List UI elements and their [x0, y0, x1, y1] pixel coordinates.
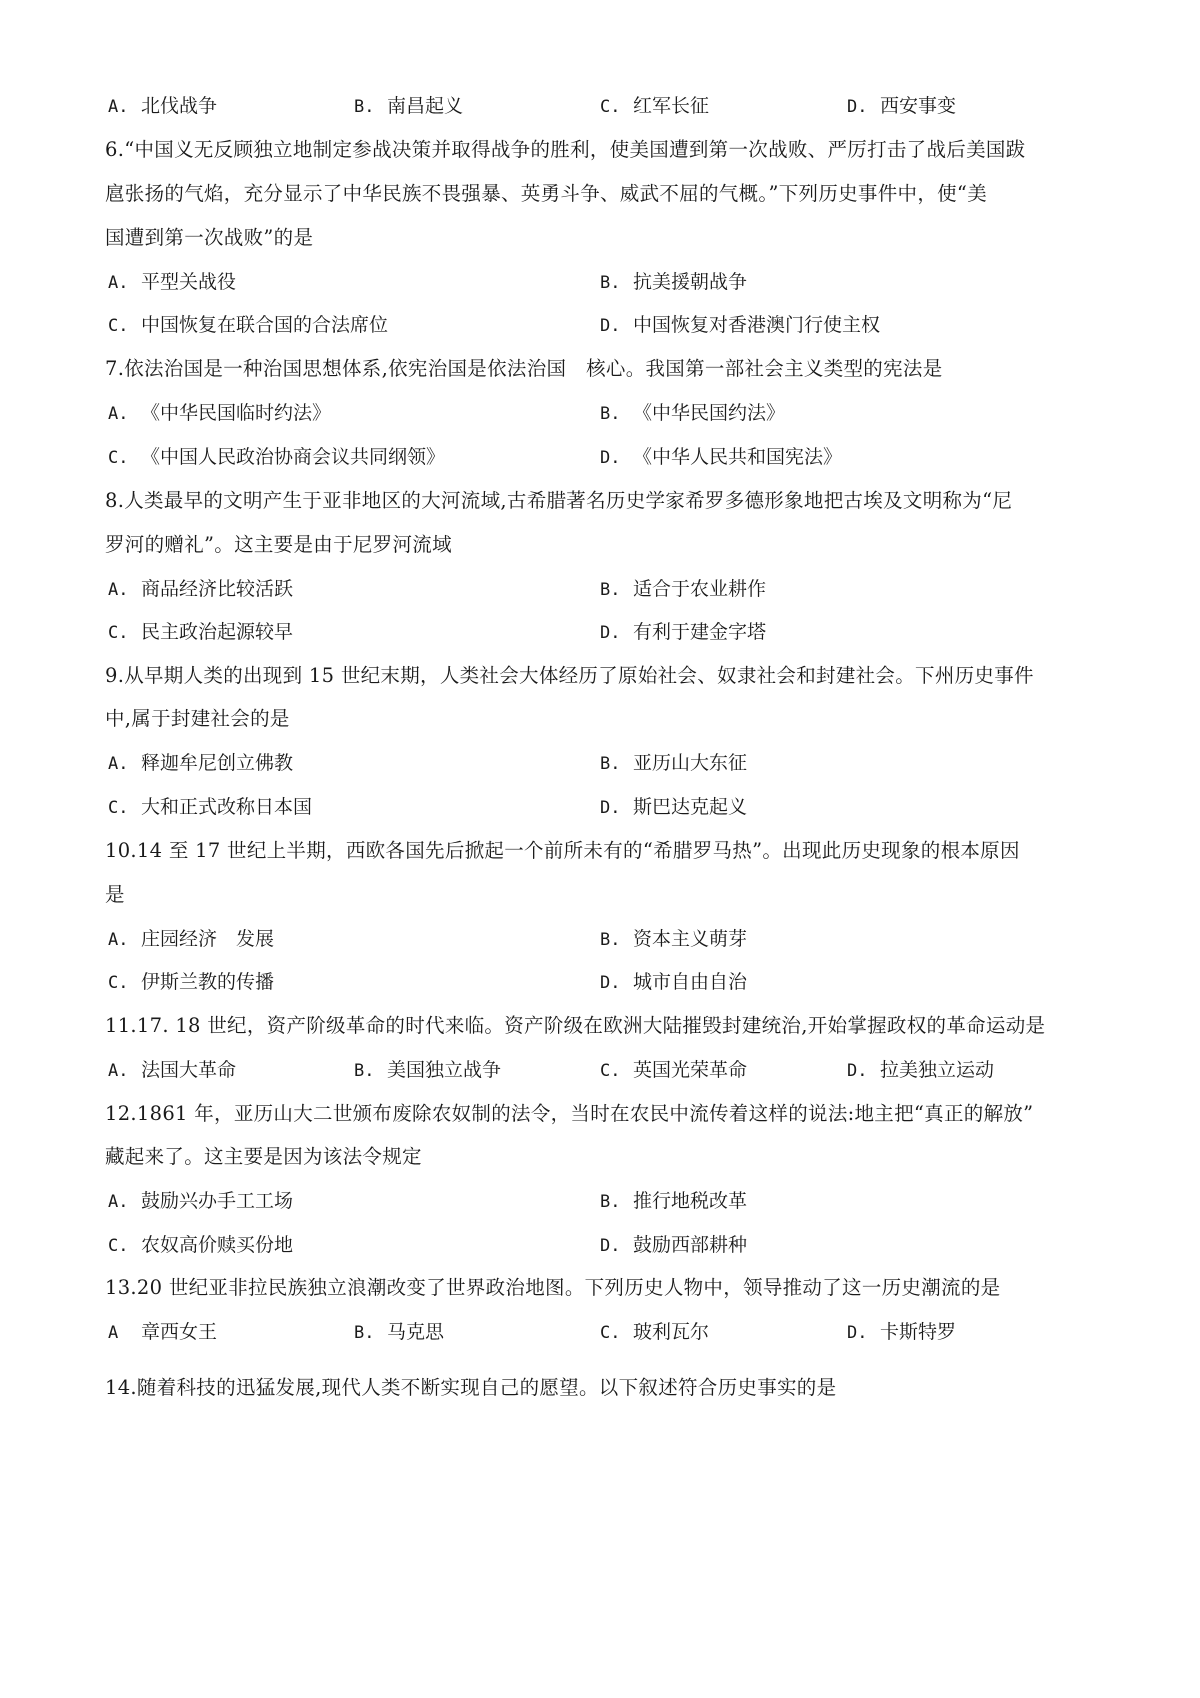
question-stem-line	[0, 133, 1200, 167]
option-letter: B.	[600, 404, 621, 424]
option-text: 鼓励西部耕种	[633, 1234, 748, 1256]
option-text: 斯巴达克起义	[633, 796, 748, 818]
answer-option	[108, 1315, 217, 1350]
question-text: 8.人类最早的文明产生于亚非地区的大河流域,古希腊著名历史学家希罗多德形象地把古埃及文明称为“尼	[105, 489, 1013, 512]
question-stem-line	[0, 1009, 1200, 1043]
question-text: 6.“中国义无反顾独立地制定参战决策并取得战争的胜利，使美国遭到第一次战败、严厉打击了战后美国跋	[105, 138, 1026, 161]
option-letter: B.	[354, 1061, 375, 1081]
answer-option	[600, 396, 785, 431]
option-letter: A.	[108, 754, 129, 774]
question-text: 罗河的赠礼”。这主要是由于尼罗河流域	[105, 533, 452, 556]
option-letter: C.	[600, 1323, 621, 1343]
answer-option	[108, 1184, 293, 1219]
question-text: 国遭到第一次战败”的是	[105, 226, 314, 249]
option-text: 商品经济比较活跃	[141, 578, 294, 600]
option-letter: A.	[108, 273, 129, 293]
question-text: 10.14 至 17 世纪上半期，西欧各国先后掀起一个前所未有的“希腊罗马热”。出现此历史现象的根本原因	[105, 839, 1020, 862]
answer-option	[108, 922, 274, 957]
answer-option	[847, 1315, 956, 1350]
answer-option	[108, 308, 388, 343]
option-text: 农奴高价赎买份地	[141, 1234, 294, 1256]
option-text: 法国大革命	[141, 1059, 237, 1081]
option-letter: A.	[108, 930, 129, 950]
option-letter: D.	[600, 448, 621, 468]
option-row	[0, 265, 1200, 299]
question-text: 13.20 世纪亚非拉民族独立浪潮改变了世界政治地图。下列历史人物中，领导推动了这一历史潮流的是	[105, 1276, 1001, 1299]
option-text: 章西女王	[141, 1321, 218, 1343]
question-stem-line	[0, 484, 1200, 518]
question-stem-line	[0, 834, 1200, 868]
option-text: 中国恢复对香港澳门行使主权	[633, 314, 881, 336]
option-letter: B.	[600, 930, 621, 950]
option-letter: A.	[108, 580, 129, 600]
option-letter: D.	[847, 1061, 868, 1081]
option-row	[0, 615, 1200, 649]
question-stem-line	[0, 352, 1200, 386]
option-text: 红军长征	[633, 95, 710, 117]
option-letter: D.	[600, 973, 621, 993]
answer-option	[354, 1053, 501, 1088]
option-text: 西安事变	[880, 95, 957, 117]
answer-option	[600, 572, 766, 607]
option-letter: D.	[600, 798, 621, 818]
answer-option	[108, 440, 445, 475]
option-text: 拉美独立运动	[880, 1059, 995, 1081]
option-letter: B.	[600, 580, 621, 600]
answer-option	[600, 746, 747, 781]
option-letter: D.	[847, 97, 868, 117]
answer-option	[600, 790, 747, 825]
option-row	[0, 396, 1200, 430]
option-letter: C.	[108, 623, 129, 643]
question-text: 11.17. 18 世纪，资产阶级革命的时代来临。资产阶级在欧洲大陆摧毁封建统治,开始掌握政权的革命运动是	[105, 1014, 1046, 1037]
answer-option	[354, 89, 463, 124]
option-row	[0, 308, 1200, 342]
answer-option	[108, 790, 312, 825]
option-text: 卡斯特罗	[880, 1321, 957, 1343]
option-letter: D.	[847, 1323, 868, 1343]
answer-option	[847, 89, 956, 124]
option-letter: B.	[354, 1323, 375, 1343]
answer-option	[600, 1315, 709, 1350]
option-letter: C.	[108, 448, 129, 468]
option-row	[0, 1053, 1200, 1087]
answer-option	[600, 1184, 747, 1219]
option-text: 《中华民国约法》	[633, 402, 786, 424]
option-letter: C.	[108, 973, 129, 993]
answer-option	[847, 1053, 994, 1088]
option-text: 鼓励兴办手工工场	[141, 1190, 294, 1212]
option-text: 城市自由自治	[633, 971, 748, 993]
option-text: 《中国人民政治协商会议共同纲领》	[141, 446, 446, 468]
option-text: 南昌起义	[387, 95, 464, 117]
question-text: 是	[105, 883, 125, 906]
option-letter: B.	[600, 273, 621, 293]
option-text: 推行地税改革	[633, 1190, 748, 1212]
question-stem-line	[0, 702, 1200, 736]
answer-option	[108, 265, 236, 300]
question-stem-line	[0, 1371, 1200, 1405]
option-text: 英国光荣革命	[633, 1059, 748, 1081]
option-text: 中国恢复在联合国的合法席位	[141, 314, 389, 336]
answer-option	[108, 615, 293, 650]
question-text: 藏起来了。这主要是因为该法令规定	[105, 1145, 422, 1168]
option-row	[0, 440, 1200, 474]
option-text: 适合于农业耕作	[633, 578, 767, 600]
option-row	[0, 746, 1200, 780]
answer-option	[600, 1053, 747, 1088]
option-letter: B.	[354, 97, 375, 117]
question-text: 扈张扬的气焰，充分显示了中华民族不畏强暴、英勇斗争、威武不屈的气概。”下列历史事件中，使“美	[105, 182, 987, 205]
option-letter: A.	[108, 1061, 129, 1081]
question-stem-line	[0, 528, 1200, 562]
question-stem-line	[0, 177, 1200, 211]
option-text: 释迦牟尼创立佛教	[141, 752, 294, 774]
answer-option	[600, 89, 709, 124]
option-row	[0, 1228, 1200, 1262]
question-text: 7.依法治国是一种治国思想体系,依宪治国是依法治国 核心。我国第一部社会主义类型的宪法是	[105, 357, 943, 380]
option-text: 民主政治起源较早	[141, 621, 294, 643]
option-text: 抗美援朝战争	[633, 271, 748, 293]
option-row	[0, 89, 1200, 123]
option-row	[0, 572, 1200, 606]
question-text: 9.从早期人类的出现到 15 世纪末期，人类社会大体经历了原始社会、奴隶社会和封建社会。下州历史事件	[105, 664, 1034, 687]
option-text: 伊斯兰教的传播	[141, 971, 275, 993]
option-row	[0, 965, 1200, 999]
option-row	[0, 1315, 1200, 1349]
option-letter: C.	[108, 1236, 129, 1256]
option-text: 马克思	[387, 1321, 445, 1343]
answer-option	[108, 1053, 236, 1088]
option-text: 北伐战争	[141, 95, 218, 117]
question-stem-line	[0, 1271, 1200, 1305]
option-text: 平型关战役	[141, 271, 237, 293]
option-letter: A	[108, 1323, 119, 1343]
question-stem-line	[0, 1097, 1200, 1131]
option-text: 《中华人民共和国宪法》	[633, 446, 843, 468]
answer-option	[108, 89, 217, 124]
option-letter: B.	[600, 754, 621, 774]
option-letter: D.	[600, 623, 621, 643]
answer-option	[108, 572, 293, 607]
option-row	[0, 790, 1200, 824]
option-text: 亚历山大东征	[633, 752, 748, 774]
question-stem-line	[0, 1140, 1200, 1174]
option-letter: C.	[108, 798, 129, 818]
answer-option	[108, 1228, 293, 1263]
question-stem-line	[0, 878, 1200, 912]
option-text: 资本主义萌芽	[633, 928, 748, 950]
question-text: 中,属于封建社会的是	[105, 707, 290, 730]
question-stem-line	[0, 659, 1200, 693]
option-text: 玻利瓦尔	[633, 1321, 710, 1343]
option-letter: B.	[600, 1192, 621, 1212]
answer-option	[354, 1315, 444, 1350]
option-letter: C.	[600, 1061, 621, 1081]
answer-option	[600, 965, 747, 1000]
question-stem-line	[0, 221, 1200, 255]
option-letter: A.	[108, 97, 129, 117]
answer-option	[600, 1228, 747, 1263]
answer-option	[600, 922, 747, 957]
option-text: 有利于建金字塔	[633, 621, 767, 643]
option-text: 庄园经济 发展	[141, 928, 275, 950]
question-text: 12.1861 年，亚历山大二世颁布废除农奴制的法令，当时在农民中流传着这样的说法:地主把“真正的解放”	[105, 1102, 1034, 1125]
option-letter: A.	[108, 404, 129, 424]
option-letter: C.	[108, 316, 129, 336]
answer-option	[600, 615, 766, 650]
answer-option	[108, 396, 331, 431]
question-text: 14.随着科技的迅猛发展,现代人类不断实现自己的愿望。以下叙述符合历史事实的是	[105, 1376, 837, 1399]
option-letter: D.	[600, 316, 621, 336]
answer-option	[108, 965, 274, 1000]
option-text: 大和正式改称日本国	[141, 796, 313, 818]
option-letter: A.	[108, 1192, 129, 1212]
option-text: 《中华民国临时约法》	[141, 402, 332, 424]
answer-option	[600, 265, 747, 300]
option-row	[0, 922, 1200, 956]
option-letter: C.	[600, 97, 621, 117]
option-row	[0, 1184, 1200, 1218]
answer-option	[108, 746, 293, 781]
option-text: 美国独立战争	[387, 1059, 502, 1081]
option-letter: D.	[600, 1236, 621, 1256]
answer-option	[600, 308, 880, 343]
answer-option	[600, 440, 842, 475]
